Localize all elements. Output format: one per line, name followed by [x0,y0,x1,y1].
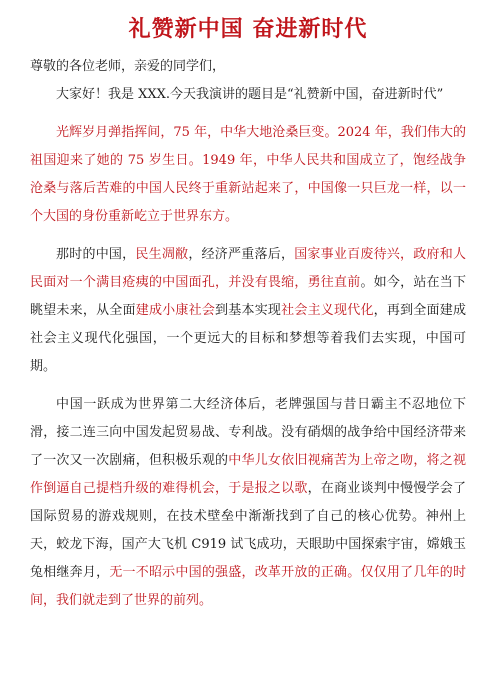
p4-highlight-d: 无一不昭示中国的强盛，改革开放的正确。仅仅用了几年的时间，我们就走到了世界的前列。 [30,565,466,608]
p3-highlight-b: 民生凋敝 [135,247,189,262]
history-text: 光辉岁月弹指挥间，75 年，中华大地沧桑巨变。2024 年，我们伟大的祖国迎来了她的 75 岁生日。1949 年，中华人民共和国成立了，饱经战争沧桑与落后苦难的中国人民终于重新站起来了，中国像一只巨龙一样，以一个大国的身份重新屹立于世界东方。 [30,125,466,224]
p3-highlight-h: 社会主义现代化 [281,303,374,318]
paragraph-history [30,119,466,231]
p3-text-a: 那时的中国， [56,247,136,262]
p4-text-a: 中国一跃成为世界第二大经济体后，老牌强国与昔日霸主不忍地位下滑，接二连三向中国发起贸易战、专利战。没有硝烟的战争给中国经济带来了一次又一次剧痛，但积极乐观的 [30,397,466,468]
p3-highlight-f: 建成小康社会 [135,303,216,318]
p3-text-i: ，再到全面建成社会主义现代化强国，一个更远大的目标和梦想等着我们去实现，中国可期。 [30,303,466,374]
paragraph-rise [30,391,466,615]
p3-text-g: 到基本实现 [215,303,282,318]
p3-highlight-d: 国家事业百废待兴，政府和人民面对一个满目疮痍的中国面孔，并没有畏缩，勇往直前 [30,247,466,290]
paragraph-intro [30,81,466,109]
p4-text-c: ，在商业谈判中慢慢学会了国际贸易的游戏规则，在技术壁垒中渐渐找到了自己的核心优势。神州上天，蛟龙下海，国产大飞机 C919 试飞成功，天眼助中国探索宇宙，嫦娥玉兔相继奔月， [30,481,466,580]
document-title: 礼赞新中国 奋进新时代 [128,16,368,42]
intro-text: 大家好！我是 XXX.今天我演讲的题目是“礼赞新中国，奋进新时代” [56,87,444,102]
greeting-line: 尊敬的各位老师，亲爱的同学们， [30,59,226,74]
p4-highlight-b: 中华儿女依旧视痛苦为上帝之吻，将之视作倒逼自己提档升级的难得机会，于是报之以歌 [30,453,466,496]
p3-text-e: 。如今，站在当下眺望未来，从全面 [30,275,466,318]
p3-text-c: ，经济严重落后， [188,247,295,262]
paragraph-past-and-future [30,241,466,381]
